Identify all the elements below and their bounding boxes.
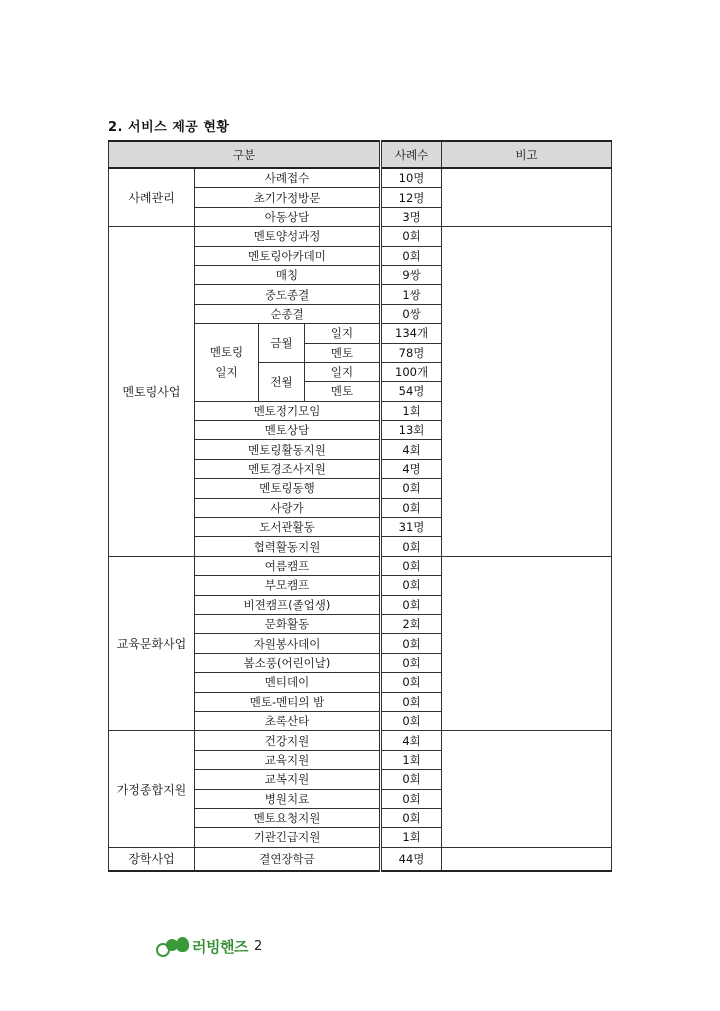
count-value: 12명 bbox=[381, 188, 442, 207]
count-value: 9쌍 bbox=[381, 265, 442, 284]
table-row bbox=[109, 227, 612, 246]
group-label: 장학사업 bbox=[109, 847, 195, 871]
count-value: 0회 bbox=[381, 479, 442, 498]
count-value: 10명 bbox=[381, 168, 442, 188]
brand-name: 러빙핸즈 bbox=[192, 937, 248, 956]
count-value: 1쌍 bbox=[381, 285, 442, 304]
item-label: 멘토상담 bbox=[195, 421, 381, 440]
item-label: 협력활동지원 bbox=[195, 537, 381, 556]
item-label: 문화활동 bbox=[195, 614, 381, 633]
count-value: 1회 bbox=[381, 401, 442, 420]
kind-label: 일지 bbox=[305, 324, 381, 343]
count-value: 100개 bbox=[381, 362, 442, 381]
item-label: 교육지원 bbox=[195, 750, 381, 769]
table-row bbox=[109, 731, 612, 750]
count-value: 31명 bbox=[381, 518, 442, 537]
item-label: 초록산타 bbox=[195, 711, 381, 730]
item-label: 멘토경조사지원 bbox=[195, 459, 381, 478]
count-value: 1회 bbox=[381, 828, 442, 847]
count-value: 3명 bbox=[381, 207, 442, 226]
item-label: 결연장학금 bbox=[195, 847, 381, 871]
item-label: 기관긴급지원 bbox=[195, 828, 381, 847]
item-label: 멘토링동행 bbox=[195, 479, 381, 498]
note-cell bbox=[442, 556, 612, 731]
month-label: 금월 bbox=[259, 324, 305, 363]
count-value: 0회 bbox=[381, 576, 442, 595]
item-label: 병원치료 bbox=[195, 789, 381, 808]
count-value: 0회 bbox=[381, 673, 442, 692]
leaves-logo-icon bbox=[156, 936, 190, 956]
month-label: 전월 bbox=[259, 362, 305, 401]
group-label: 사례관리 bbox=[109, 168, 195, 227]
item-label: 멘토양성과정 bbox=[195, 227, 381, 246]
count-value: 78명 bbox=[381, 343, 442, 362]
group-label: 가정종합지원 bbox=[109, 731, 195, 847]
item-label: 교복지원 bbox=[195, 770, 381, 789]
item-label: 매칭 bbox=[195, 265, 381, 284]
kind-label: 멘토 bbox=[305, 343, 381, 362]
count-value: 0회 bbox=[381, 653, 442, 672]
count-value: 2회 bbox=[381, 614, 442, 633]
service-table bbox=[108, 140, 612, 872]
count-value: 0회 bbox=[381, 537, 442, 556]
item-label: 순종결 bbox=[195, 304, 381, 323]
count-value: 0쌍 bbox=[381, 304, 442, 323]
count-value: 4회 bbox=[381, 440, 442, 459]
count-value: 0회 bbox=[381, 246, 442, 265]
item-label: 자원봉사데이 bbox=[195, 634, 381, 653]
count-value: 4명 bbox=[381, 459, 442, 478]
item-label: 멘토-멘티의 밤 bbox=[195, 692, 381, 711]
item-label: 멘토정기모임 bbox=[195, 401, 381, 420]
item-label: 초기가정방문 bbox=[195, 188, 381, 207]
item-label: 부모캠프 bbox=[195, 576, 381, 595]
section-title: 2. 서비스 제공 현황 bbox=[108, 120, 230, 135]
count-value: 134개 bbox=[381, 324, 442, 343]
count-value: 0회 bbox=[381, 808, 442, 827]
count-value: 44명 bbox=[381, 847, 442, 871]
count-value: 0회 bbox=[381, 498, 442, 517]
group-label: 멘토링사업 bbox=[109, 227, 195, 557]
table-header-row bbox=[109, 141, 612, 168]
count-value: 0회 bbox=[381, 227, 442, 246]
note-cell bbox=[442, 227, 612, 557]
item-label: 아동상담 bbox=[195, 207, 381, 226]
item-label: 여름캠프 bbox=[195, 556, 381, 575]
count-value: 0회 bbox=[381, 634, 442, 653]
table-row bbox=[109, 168, 612, 188]
table-row bbox=[109, 847, 612, 871]
count-value: 0회 bbox=[381, 692, 442, 711]
count-value: 0회 bbox=[381, 556, 442, 575]
count-value: 0회 bbox=[381, 595, 442, 614]
kind-label: 일지 bbox=[305, 362, 381, 381]
footer bbox=[156, 934, 262, 958]
count-value: 1회 bbox=[381, 750, 442, 769]
note-cell bbox=[442, 168, 612, 227]
page-number: 2 bbox=[253, 938, 263, 954]
count-value: 4회 bbox=[381, 731, 442, 750]
count-value: 0회 bbox=[381, 770, 442, 789]
group-label: 교육문화사업 bbox=[109, 556, 195, 731]
item-label: 멘토링활동지원 bbox=[195, 440, 381, 459]
item-label: 중도종결 bbox=[195, 285, 381, 304]
item-label: 사례접수 bbox=[195, 168, 381, 188]
item-label: 도서관활동 bbox=[195, 518, 381, 537]
item-label: 멘토요청지원 bbox=[195, 808, 381, 827]
count-value: 13회 bbox=[381, 421, 442, 440]
header-count: 사례수 bbox=[381, 141, 442, 168]
kind-label: 멘토 bbox=[305, 382, 381, 401]
item-label: 봄소풍(어린이날) bbox=[195, 653, 381, 672]
header-note: 비고 bbox=[442, 141, 612, 168]
count-value: 54명 bbox=[381, 382, 442, 401]
note-cell bbox=[442, 847, 612, 871]
item-label: 비젼캠프(졸업생) bbox=[195, 595, 381, 614]
header-category: 구분 bbox=[109, 141, 381, 168]
count-value: 0회 bbox=[381, 789, 442, 808]
item-label: 건강지원 bbox=[195, 731, 381, 750]
item-label: 사랑가 bbox=[195, 498, 381, 517]
note-cell bbox=[442, 731, 612, 847]
count-value: 0회 bbox=[381, 711, 442, 730]
table-row bbox=[109, 556, 612, 575]
item-label: 멘토링아카데미 bbox=[195, 246, 381, 265]
sub-group-label: 멘토링 일지 bbox=[195, 324, 259, 402]
item-label: 멘티데이 bbox=[195, 673, 381, 692]
